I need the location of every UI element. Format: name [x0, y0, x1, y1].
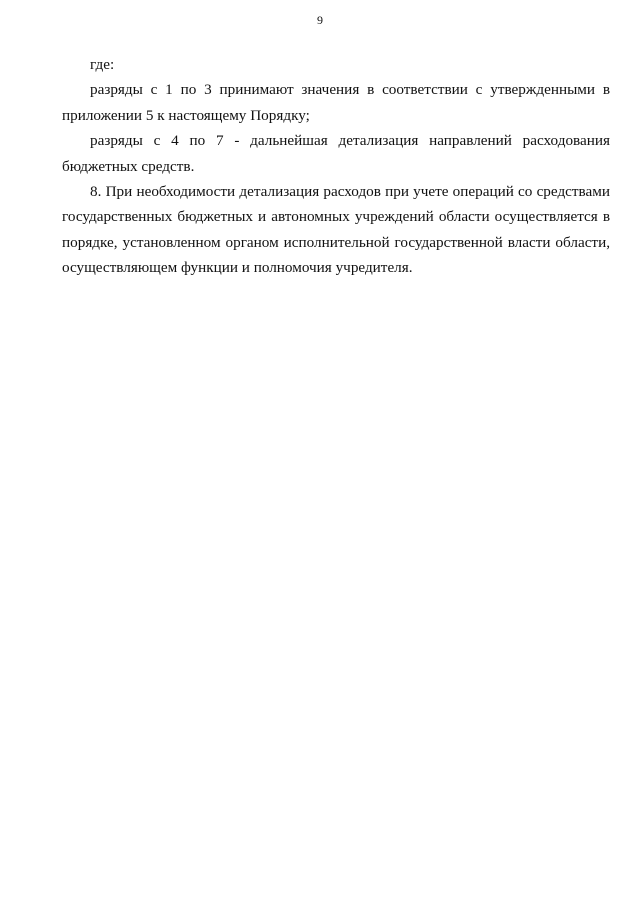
paragraph-digits-1-3: разряды с 1 по 3 принимают значения в соответствии с утвержденными в приложении 5 к настоящему Порядку;	[62, 81, 610, 124]
page-number: 9	[317, 13, 323, 27]
paragraph-item-8: 8. При необходимости детализация расходов при учете операций со средствами государственных бюджетных и автономных учреждений области осуществляется в порядке, установленном органом исполнительной государственной власти области, осуществляющем функции и полномочия учредителя.	[62, 183, 610, 277]
paragraph-digits-4-7: разряды с 4 по 7 - дальнейшая детализация направлений расходования бюджетных средств.	[62, 132, 610, 175]
document-body	[62, 52, 610, 281]
paragraph-where: где:	[90, 56, 115, 73]
